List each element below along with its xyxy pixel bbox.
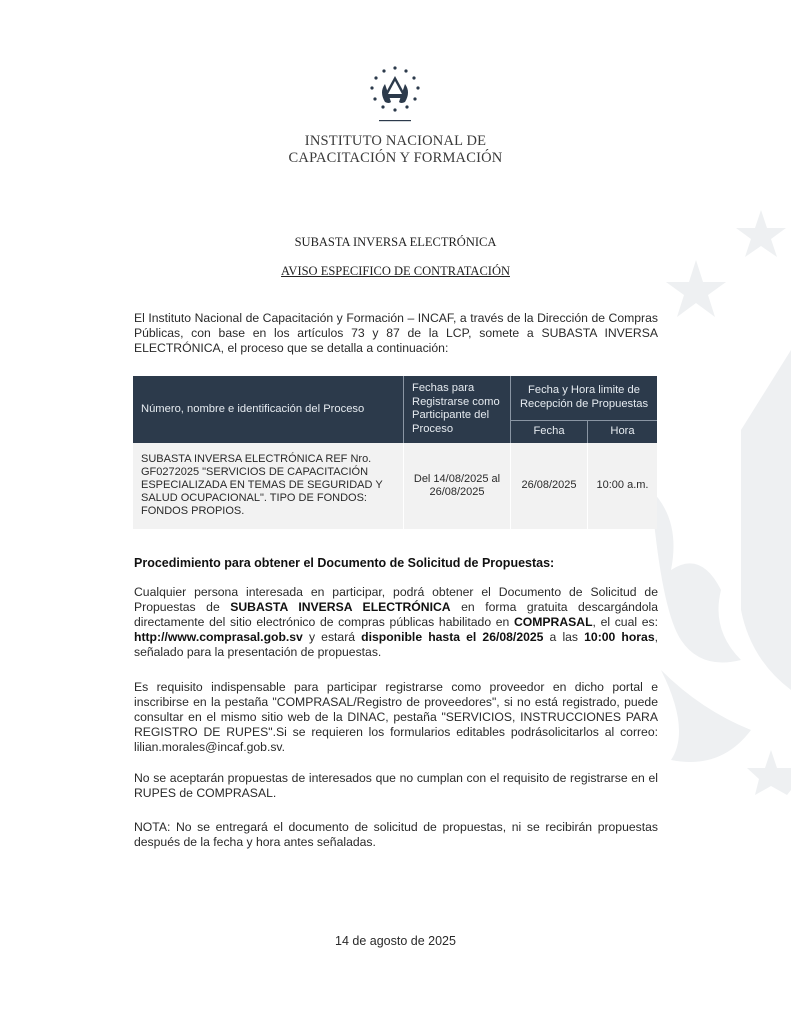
process-table [133,376,657,529]
table-row [133,443,657,529]
process-cell: SUBASTA INVERSA ELECTRÓNICA REF Nro. GF0272025 "SERVICIOS DE CAPACITACIÓN ESPECIALIZADA EN TEMAS DE SEGURIDAD Y SALUD OCUPACIONAL". TIPO DE FONDOS: FONDOS PROPIOS. [133,443,404,529]
document-subtitle: AVISO ESPECIFICO DE CONTRATACIÓN [281,264,510,278]
col-deadline-header: Fecha y Hora limite de Recepción de Propuestas [511,376,658,420]
institution-name-line1: INSTITUTO NACIONAL DE [304,133,487,149]
document-title: SUBASTA INVERSA ELECTRÓNICA [294,235,497,249]
col-time-header: Hora [588,420,658,443]
registration-cell: Del 14/08/2025 al 26/08/2025 [404,443,511,529]
col-process-header: Número, nombre e identificación del Proceso [133,376,404,443]
footer-date: 14 de agosto de 2025 [335,934,456,948]
col-registration-header: Fechas para Registrarse como Participante del Proceso [404,376,511,443]
comprasal-link[interactable]: http://www.comprasal.gob.sv [134,630,303,644]
date-cell: 26/08/2025 [511,443,588,529]
note-paragraph: NOTA: No se entregará el documento de solicitud de propuestas, ni se recibirán propuestas después de la fecha y hora antes señaladas. [134,820,658,849]
registration-requirement-paragraph: Es requisito indispensable para participar registrarse como proveedor en dicho portal e inscribirse en la pestaña "COMPRASAL/Registro de proveedores", si no está registrado, puede consultar en el mismo sitio web de la DINAC, pestaña "SERVICIOS, INSTRUCCIONES PARA REGISTRO DE RUPES".Si se requieren los formularios editables podrásolicitarlos al correo: lilian.morales@incaf.gob.sv. [134,680,658,754]
coat-of-arms-watermark [641,190,791,890]
coat-of-arms-logo [355,62,435,126]
procedure-paragraph: Cualquier persona interesada en participar, podrá obtener el Documento de Solicitud de Propuestas de SUBASTA INVERSA ELECTRÓNICA en forma gratuita descargándola directamente del sitio electrónico de compras públicas habilitado en COMPRASAL, el cual es: http://www.comprasal.gob.sv y estará disponible hasta el 26/08/2025 a las 10:00 horas, señalado para la presentación de propuestas. [134,585,659,659]
col-date-header: Fecha [511,420,588,443]
time-cell: 10:00 a.m. [588,443,658,529]
procedure-heading: Procedimiento para obtener el Documento de Solicitud de Propuestas: [134,556,555,570]
institution-name-line2: CAPACITACIÓN Y FORMACIÓN [288,150,503,166]
rejection-paragraph: No se aceptarán propuestas de interesados que no cumplan con el requisito de registrarse en el RUPES de COMPRASAL. [134,771,658,800]
intro-paragraph: El Instituto Nacional de Capacitación y Formación – INCAF, a través de la Dirección de Compras Públicas, con base en los artículos 73 y 87 de la LCP, somete a SUBASTA INVERSA ELECTRÓNICA, el proceso que se detalla a continuación: [134,311,658,355]
